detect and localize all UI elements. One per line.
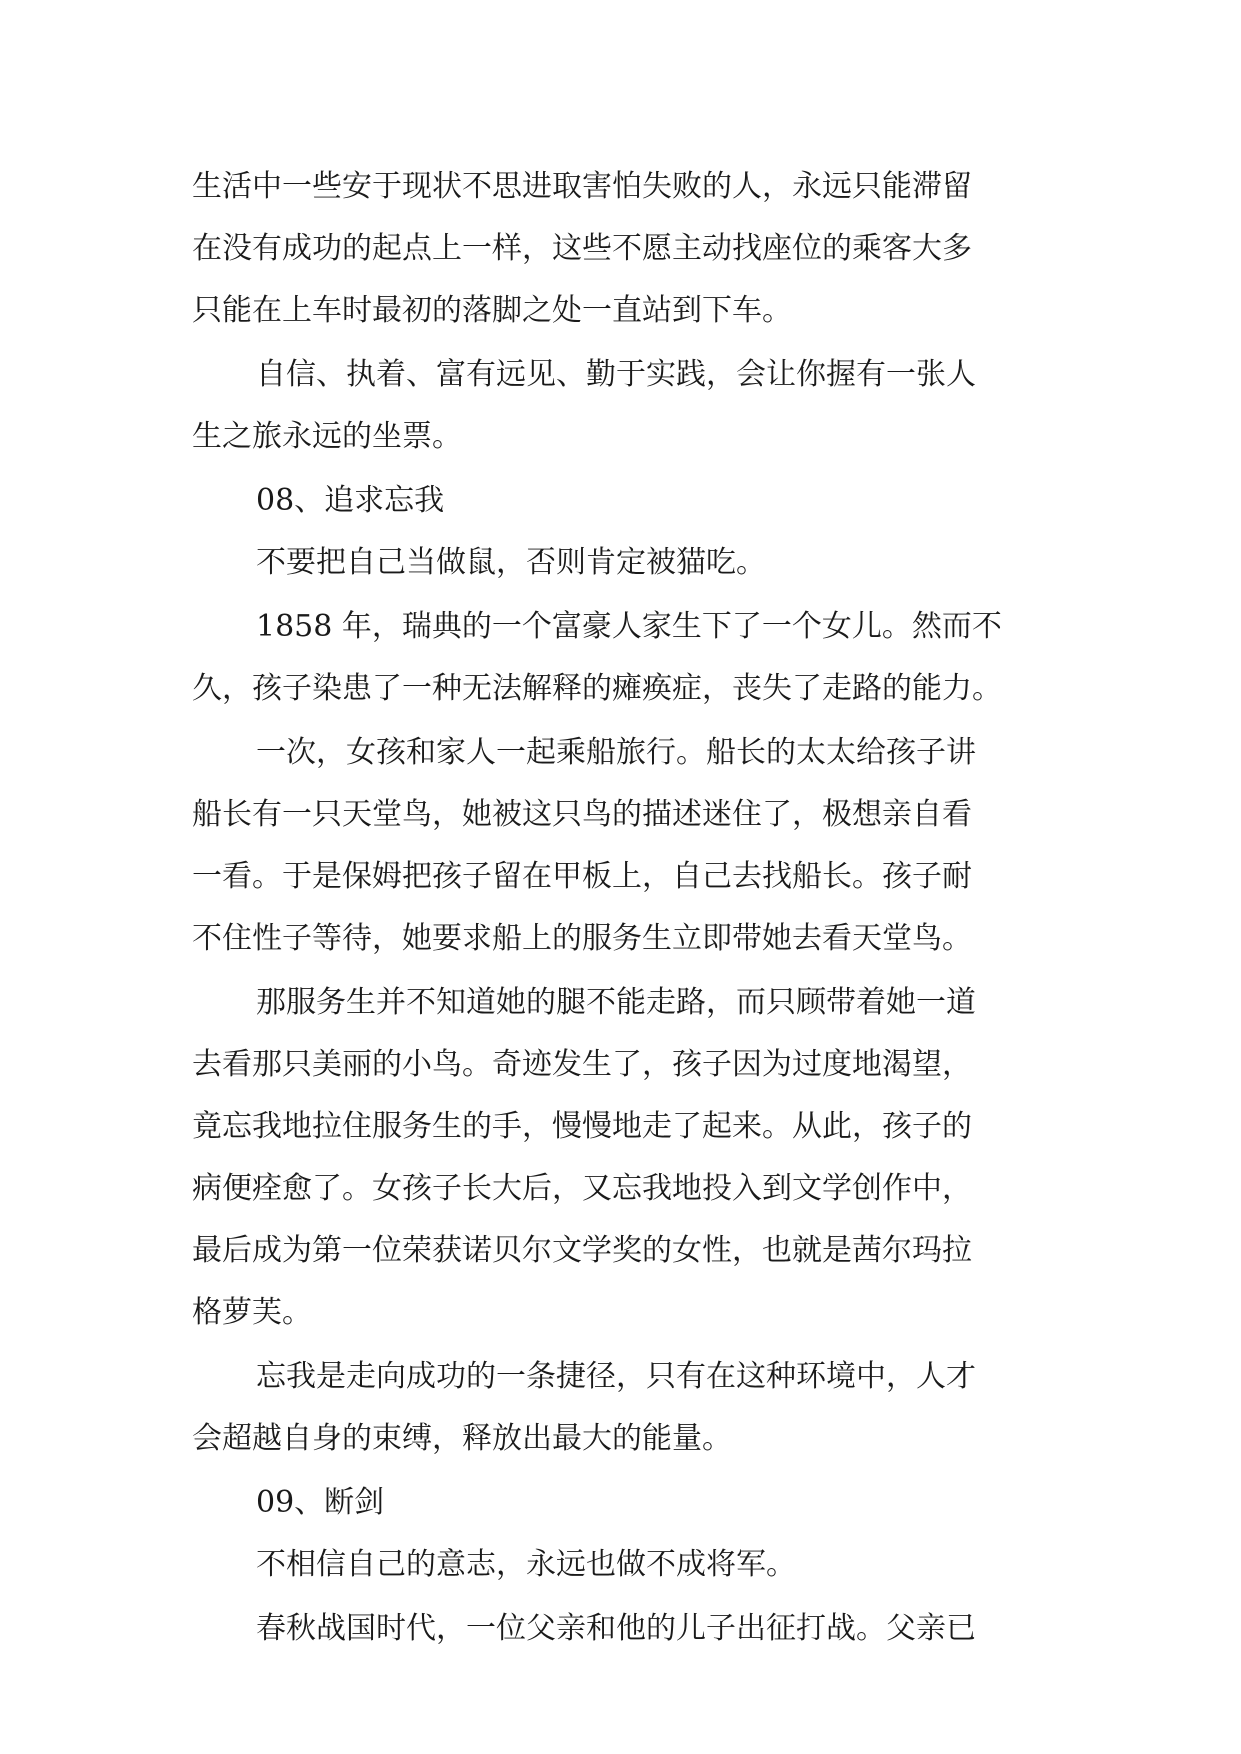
text-line: 生之旅永远的坐票。 [192,419,462,454]
section-heading: 09、断剑 [256,1485,385,1520]
section-heading: 08、追求忘我 [256,483,445,518]
text-line: 不相信自己的意志，永远也做不成将军。 [256,1547,796,1582]
text-line: 一看。于是保姆把孩子留在甲板上，自己去找船长。孩子耐 [192,859,972,894]
text-line: 一次，女孩和家人一起乘船旅行。船长的太太给孩子讲 [256,735,976,770]
text-line: 在没有成功的起点上一样，这些不愿主动找座位的乘客大多 [192,231,972,266]
text-line: 格萝芙。 [192,1295,312,1330]
text-line: 那服务生并不知道她的腿不能走路，而只顾带着她一道 [256,985,976,1020]
text-line: 只能在上车时最初的落脚之处一直站到下车。 [192,293,792,328]
text-line: 忘我是走向成功的一条捷径，只有在这种环境中，人才 [256,1359,976,1394]
text-line: 生活中一些安于现状不思进取害怕失败的人，永远只能滞留 [192,169,972,204]
text-line: 1858 年，瑞典的一个富豪人家生下了一个女儿。然而不 [256,609,1002,644]
text-line: 自信、执着、富有远见、勤于实践，会让你握有一张人 [256,357,976,392]
text-line: 船长有一只天堂鸟，她被这只鸟的描述迷住了，极想亲自看 [192,797,972,832]
text-line: 不住性子等待，她要求船上的服务生立即带她去看天堂鸟。 [192,921,972,956]
text-line: 最后成为第一位荣获诺贝尔文学奖的女性，也就是茜尔玛拉 [192,1233,972,1268]
text-line: 不要把自己当做鼠，否则肯定被猫吃。 [256,545,766,580]
text-line: 去看那只美丽的小鸟。奇迹发生了，孩子因为过度地渴望， [192,1047,972,1082]
text-line: 久，孩子染患了一种无法解释的瘫痪症，丧失了走路的能力。 [192,671,1002,706]
text-line: 会超越自身的束缚，释放出最大的能量。 [192,1421,732,1456]
text-line: 病便痊愈了。女孩子长大后，又忘我地投入到文学创作中， [192,1171,972,1206]
text-line: 春秋战国时代，一位父亲和他的儿子出征打战。父亲已 [256,1611,976,1646]
text-line: 竟忘我地拉住服务生的手，慢慢地走了起来。从此，孩子的 [192,1109,972,1144]
